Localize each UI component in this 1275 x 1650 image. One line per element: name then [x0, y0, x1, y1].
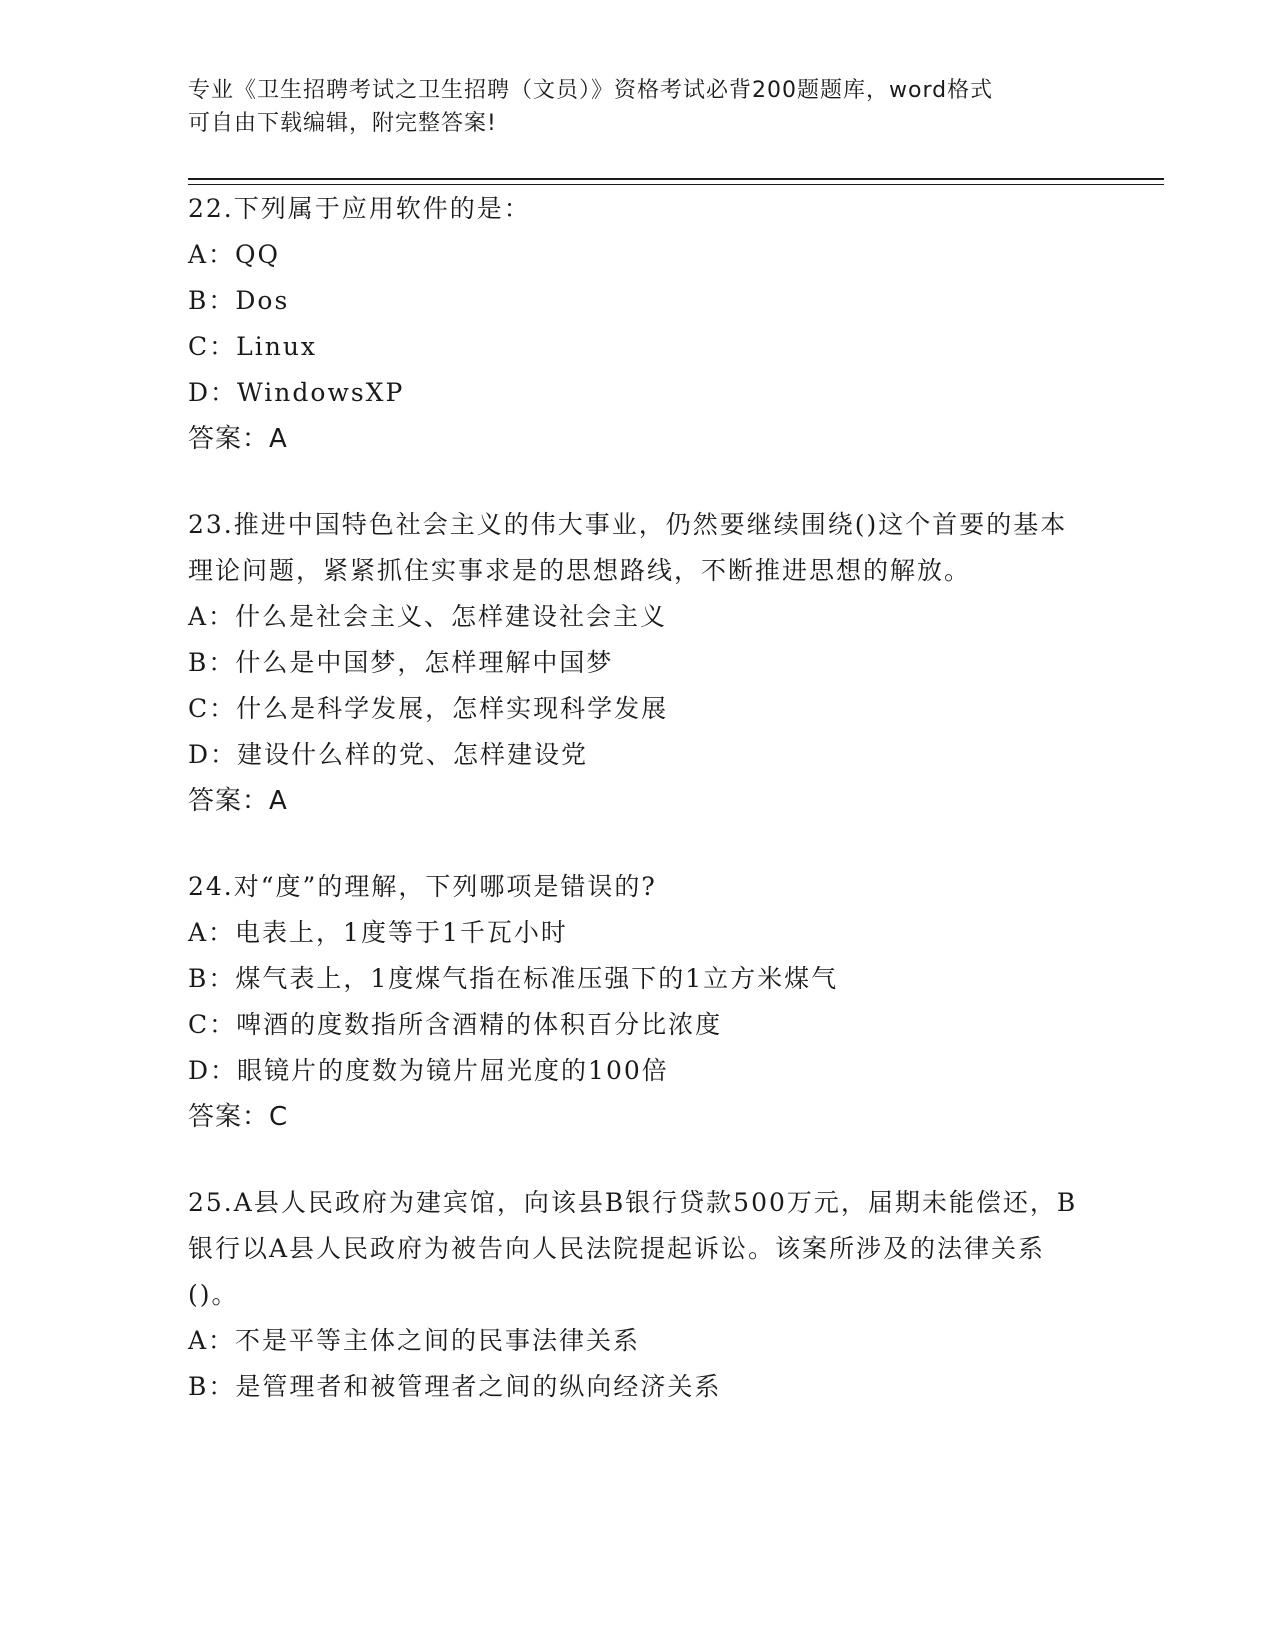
question-22 — [188, 186, 1088, 462]
header-line-1: 专业《卫生招聘考试之卫生招聘（文员）》资格考试必背200题题库，word格式 — [188, 78, 994, 103]
option-b: B：是管理者和被管理者之间的纵向经济关系 — [188, 1372, 722, 1401]
option-a: A：QQ — [188, 240, 281, 269]
option-a: A：什么是社会主义、怎样建设社会主义 — [188, 602, 668, 631]
question-stem: 23.推进中国特色社会主义的伟大事业，仍然要继续围绕()这个首要的基本理论问题，紧紧抓住实事求是的思想路线，不断推进思想的解放。 — [188, 510, 1068, 585]
option-a: A：不是平等主体之间的民事法律关系 — [188, 1326, 641, 1355]
question-list — [188, 186, 1088, 1450]
option-a: A：电表上，1度等于1千瓦小时 — [188, 918, 568, 947]
option-c: C：啤酒的度数指所含酒精的体积百分比浓度 — [188, 1010, 723, 1039]
document-header — [188, 74, 1088, 140]
option-d: D：建设什么样的党、怎样建设党 — [188, 740, 589, 769]
question-25 — [188, 1180, 1088, 1410]
question-24 — [188, 864, 1088, 1140]
answer-line: 答案：A — [188, 786, 288, 816]
option-c: C：Linux — [188, 332, 318, 361]
option-c: C：什么是科学发展，怎样实现科学发展 — [188, 694, 669, 723]
option-b: B：什么是中国梦，怎样理解中国梦 — [188, 648, 614, 677]
answer-line: 答案：C — [188, 1102, 289, 1132]
answer-line: 答案：A — [188, 424, 288, 454]
header-line-2: 可自由下载编辑，附完整答案! — [188, 111, 497, 136]
option-d: D：眼镜片的度数为镜片屈光度的100倍 — [188, 1056, 669, 1085]
question-stem: 24.对“度”的理解，下列哪项是错误的? — [188, 872, 657, 901]
question-stem: 22.下列属于应用软件的是： — [188, 194, 531, 223]
option-b: B：煤气表上，1度煤气指在标准压强下的1立方米煤气 — [188, 964, 839, 993]
header-divider-thin — [188, 184, 1164, 185]
question-stem: 25.A县人民政府为建宾馆，向该县B银行贷款500万元，届期未能偿还，B银行以A县人民政府为被告向人民法院提起诉讼。该案所涉及的法律关系()。 — [188, 1188, 1078, 1309]
header-divider-thick — [188, 178, 1164, 180]
option-d: D：WindowsXP — [188, 378, 405, 407]
option-b: B：Dos — [188, 286, 290, 315]
question-23 — [188, 502, 1088, 824]
